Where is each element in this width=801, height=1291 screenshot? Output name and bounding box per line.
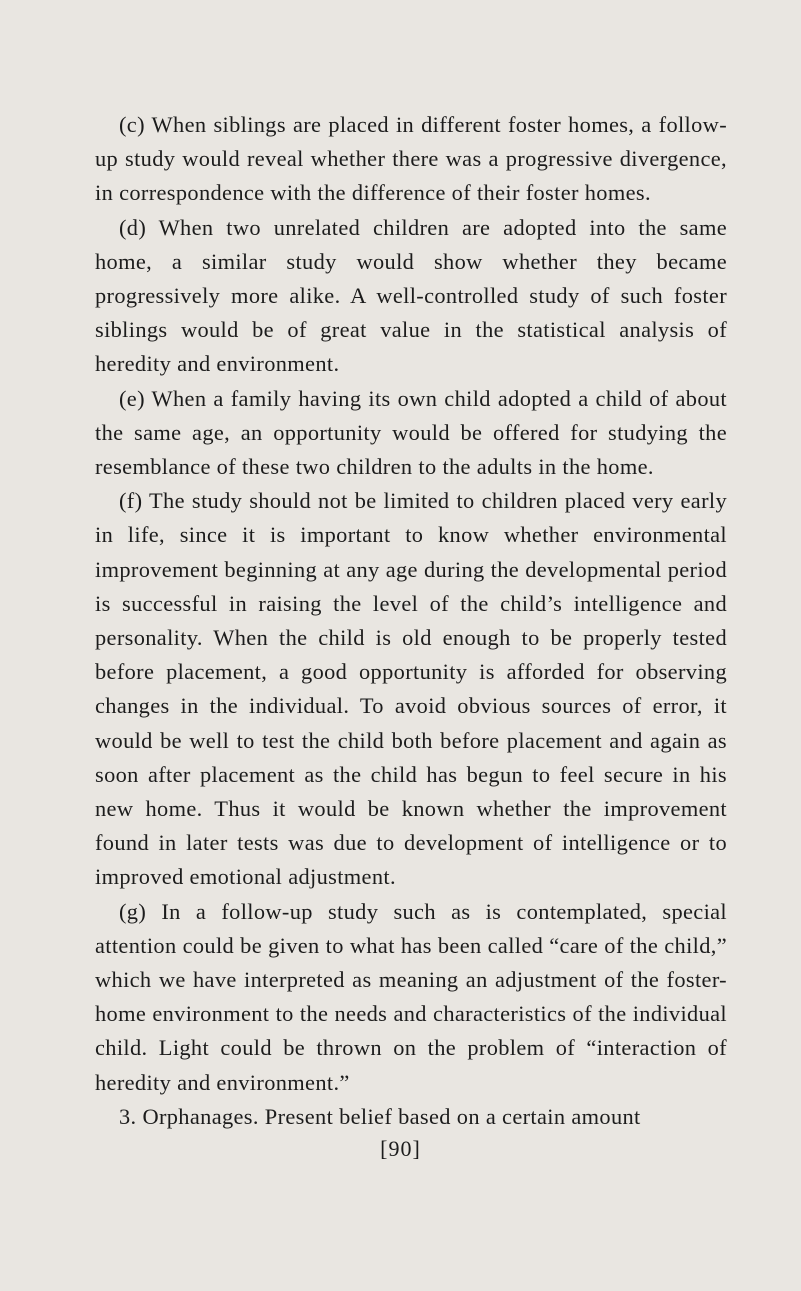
paragraph-orphanages: 3. Orphanages. Present belief based on a certain amount: [119, 1103, 641, 1129]
paragraph-g: (g) In a follow-up study such as is contemplated, special attention could be given to what has been called “care of the child,” which we have interpreted as meaning an adjustment of the foster-home environment to the needs and characteristics of the individual child. Light could be thrown on the problem of “interaction of heredity and environment.”: [95, 898, 727, 1095]
paragraph-f: (f) The study should not be limited to children placed very early in life, since it is important to know whether environmental improvement beginning at any age during the developmental period is successful in raising the level of the child’s intelligence and personality. When the child is old enough to be properly tested before placement, a good opportunity is afforded for observing changes in the individual. To avoid obvious sources of error, it would be well to test the child both before placement and again as soon after placement as the child has begun to feel secure in his new home. Thus it would be known whether the improvement found in later tests was due to development of intelligence or to improved emotional adjustment.: [95, 488, 727, 890]
page-body-text: [95, 108, 727, 1134]
paragraph-c: (c) When siblings are placed in different foster homes, a follow-up study would reveal whether there was a progressive divergence, in correspondence with the difference of their foster homes.: [95, 112, 727, 206]
page-number: [90]: [380, 1136, 421, 1161]
paragraph-e: (e) When a family having its own child adopted a child of about the same age, an opportunity would be offered for studying the resemblance of these two children to the adults in the home.: [95, 385, 727, 480]
paragraph-d: (d) When two unrelated children are adopted into the same home, a similar study would show whether they became progressively more alike. A well-controlled study of such foster siblings would be of great value in the statistical analysis of heredity and environment.: [95, 214, 727, 377]
